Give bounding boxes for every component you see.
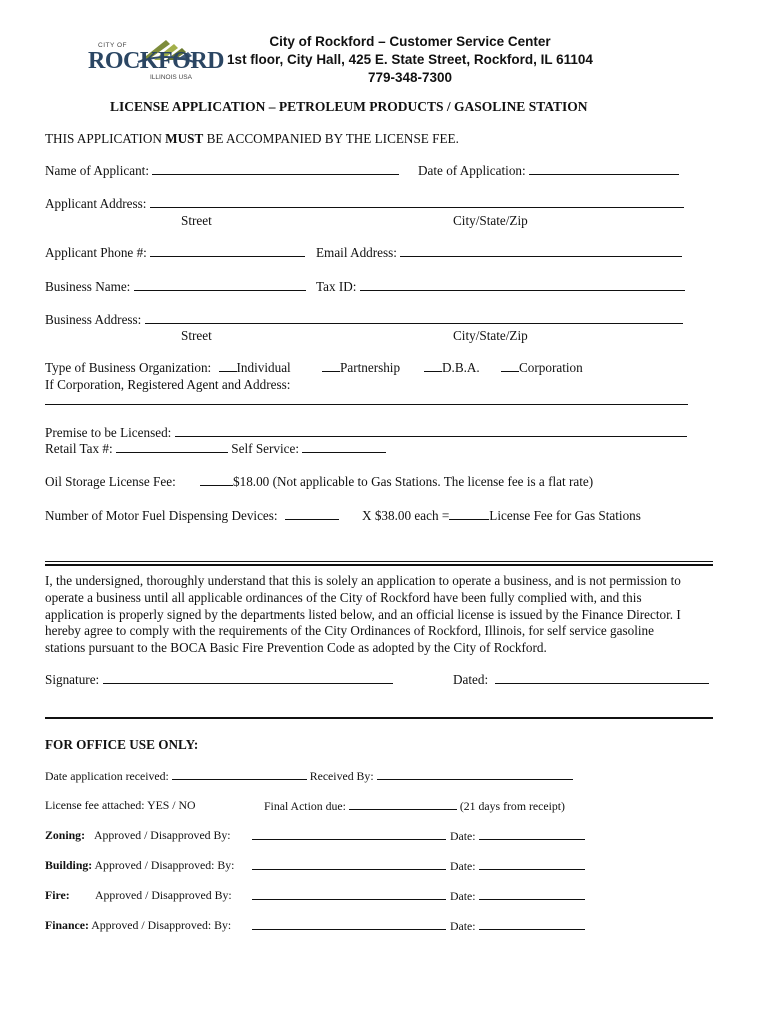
zoning-row <box>45 828 231 843</box>
finance-date-input[interactable] <box>479 918 585 930</box>
org-type-label: Type of Business Organization: <box>45 360 212 375</box>
building-row <box>45 858 234 873</box>
email-row <box>316 245 682 261</box>
finance-approval: Approved / Disapproved: By: <box>91 918 232 932</box>
date-received-row <box>45 768 573 784</box>
motor-fuel-total-input[interactable] <box>449 508 489 520</box>
name-applicant-label: Name of Applicant: <box>45 163 150 178</box>
section-divider-top <box>45 561 713 562</box>
business-name-label: Business Name: <box>45 279 131 294</box>
org-individual-label: Individual <box>236 360 291 375</box>
final-action-input[interactable] <box>349 798 457 810</box>
zoning-by-input[interactable] <box>252 828 446 840</box>
finance-date-row <box>450 918 585 934</box>
premise-input[interactable] <box>175 425 687 437</box>
org-dba-option <box>424 360 480 376</box>
final-action-row <box>264 798 565 814</box>
form-title: LICENSE APPLICATION – PETROLEUM PRODUCTS / GASOLINE STATION <box>110 99 588 114</box>
building-date-label: Date: <box>450 859 476 873</box>
fire-date-row <box>450 888 585 904</box>
oil-storage-fee-row <box>200 474 593 490</box>
header-line-3: 779-348-7300 <box>367 70 453 85</box>
org-corporation-label: Corporation <box>519 360 583 375</box>
business-address-input[interactable] <box>145 312 683 324</box>
fire-row <box>45 888 232 903</box>
phone-label: Applicant Phone #: <box>45 245 147 260</box>
zoning-dept: Zoning: <box>45 828 85 842</box>
zoning-date-row <box>450 828 585 844</box>
declaration-line-1: I, the undersigned, thoroughly understand that this is solely an application to operate a business, and is not permission to <box>45 573 681 588</box>
finance-date-label: Date: <box>450 919 476 933</box>
signature-label: Signature: <box>45 672 100 687</box>
tax-id-row <box>316 279 685 295</box>
org-partnership-label: Partnership <box>340 360 401 375</box>
declaration-line-4: hereby agree to comply with the requirements of the City Ordinances of Rockford, Illinois, for self service gasoline <box>45 623 655 638</box>
business-name-row <box>45 279 306 295</box>
office-heading: FOR OFFICE USE ONLY: <box>45 737 199 752</box>
name-applicant-input[interactable] <box>152 163 399 175</box>
signature-row <box>45 672 393 688</box>
fee-attached-label: License fee attached: YES / NO <box>45 798 196 812</box>
finance-by-input[interactable] <box>252 918 446 930</box>
finance-dept: Finance: <box>45 918 89 932</box>
org-corporation-option <box>501 360 583 376</box>
zoning-date-label: Date: <box>450 829 476 843</box>
dated-row <box>453 672 709 688</box>
section-divider-bottom <box>45 564 713 566</box>
retail-tax-row <box>45 441 386 457</box>
received-by-label: Received By: <box>309 769 374 783</box>
retail-tax-input[interactable] <box>116 441 228 453</box>
applicant-city-caption: City/State/Zip <box>453 213 528 228</box>
building-approval: Approved / Disapproved: By: <box>94 858 235 872</box>
city-logo <box>88 34 224 86</box>
fee-notice: THIS APPLICATION MUST BE ACCOMPANIED BY THE LICENSE FEE. <box>45 131 459 146</box>
motor-fuel-row <box>45 508 339 524</box>
org-corporation-blank[interactable] <box>501 360 519 372</box>
date-received-label: Date application received: <box>45 769 169 783</box>
header-line-2: 1st floor, City Hall, 425 E. State Street, Rockford, IL 61104 <box>227 52 593 67</box>
applicant-street-caption: Street <box>181 213 212 228</box>
tax-id-input[interactable] <box>360 279 685 291</box>
final-action-label: Final Action due: <box>264 799 346 813</box>
zoning-approval: Approved / Disapproved By: <box>93 828 231 842</box>
registered-agent-input[interactable] <box>45 404 688 405</box>
fire-approval: Approved / Disapproved By: <box>95 888 232 902</box>
motor-fuel-fee-row <box>362 508 641 524</box>
org-individual-blank[interactable] <box>219 360 237 372</box>
premise-row <box>45 425 687 441</box>
org-type-row <box>45 360 291 376</box>
motor-fuel-fee-text: License Fee for Gas Stations <box>489 508 641 523</box>
office-divider <box>45 717 713 719</box>
org-dba-label: D.B.A. <box>442 360 480 375</box>
phone-row <box>45 245 305 261</box>
fire-date-input[interactable] <box>479 888 585 900</box>
building-by-input[interactable] <box>252 858 446 870</box>
declaration-line-5: stations pursuant to the BOCA Basic Fire Prevention Code as adopted by the City of Rockford. <box>45 640 547 655</box>
email-label: Email Address: <box>316 245 397 260</box>
logo-name: ROCKFORD <box>88 48 224 74</box>
applicant-address-row <box>45 196 684 212</box>
building-date-input[interactable] <box>479 858 585 870</box>
date-application-label: Date of Application: <box>418 163 526 178</box>
motor-fuel-each-text: X $38.00 each = <box>362 508 450 523</box>
motor-fuel-label: Number of Motor Fuel Dispensing Devices: <box>45 508 278 523</box>
date-received-input[interactable] <box>172 768 307 780</box>
tax-id-label: Tax ID: <box>316 279 357 294</box>
org-partnership-option <box>322 360 400 376</box>
days-note: (21 days from receipt) <box>459 799 565 813</box>
registered-agent-label: If Corporation, Registered Agent and Address: <box>45 377 291 392</box>
business-street-caption: Street <box>181 328 212 343</box>
business-name-input[interactable] <box>134 279 306 291</box>
dated-label: Dated: <box>453 672 489 687</box>
fire-dept: Fire: <box>45 888 70 902</box>
zoning-date-input[interactable] <box>479 828 585 840</box>
header-line-1: City of Rockford – Customer Service Center <box>269 34 551 49</box>
self-service-label: Self Service: <box>231 441 300 456</box>
business-address-label: Business Address: <box>45 312 142 327</box>
self-service-input[interactable] <box>302 441 386 453</box>
signature-input[interactable] <box>103 672 393 684</box>
applicant-address-label: Applicant Address: <box>45 196 147 211</box>
business-city-caption: City/State/Zip <box>453 328 528 343</box>
fire-date-label: Date: <box>450 889 476 903</box>
oil-storage-fee-text: $18.00 (Not applicable to Gas Stations. The license fee is a flat rate) <box>233 474 594 489</box>
business-address-row <box>45 312 683 328</box>
date-application-input[interactable] <box>529 163 679 175</box>
applicant-address-input[interactable] <box>150 196 684 208</box>
date-application-row <box>418 163 679 179</box>
org-dba-blank[interactable] <box>424 360 442 372</box>
dated-input[interactable] <box>495 672 709 684</box>
building-dept: Building: <box>45 858 93 872</box>
email-input[interactable] <box>400 245 682 257</box>
premise-label: Premise to be Licensed: <box>45 425 172 440</box>
building-date-row <box>450 858 585 874</box>
motor-fuel-count-input[interactable] <box>285 508 339 520</box>
logo-top-text: CITY OF <box>98 42 128 49</box>
fire-by-input[interactable] <box>252 888 446 900</box>
name-applicant-row <box>45 163 399 179</box>
declaration-line-2: operate a business until all applicable ordinances of the City of Rockford have been fully complied with, and this <box>45 590 642 605</box>
org-partnership-blank[interactable] <box>322 360 340 372</box>
oil-storage-blank[interactable] <box>200 474 233 486</box>
received-by-input[interactable] <box>377 768 573 780</box>
oil-storage-label: Oil Storage License Fee: <box>45 474 176 489</box>
logo-sub-text: ILLINOIS USA <box>150 74 192 81</box>
declaration-line-3: application is properly signed by the departments listed below, and an official license is issued by the Finance Director. I <box>45 607 681 622</box>
finance-row <box>45 918 231 933</box>
phone-input[interactable] <box>150 245 305 257</box>
retail-tax-label: Retail Tax #: <box>45 441 113 456</box>
